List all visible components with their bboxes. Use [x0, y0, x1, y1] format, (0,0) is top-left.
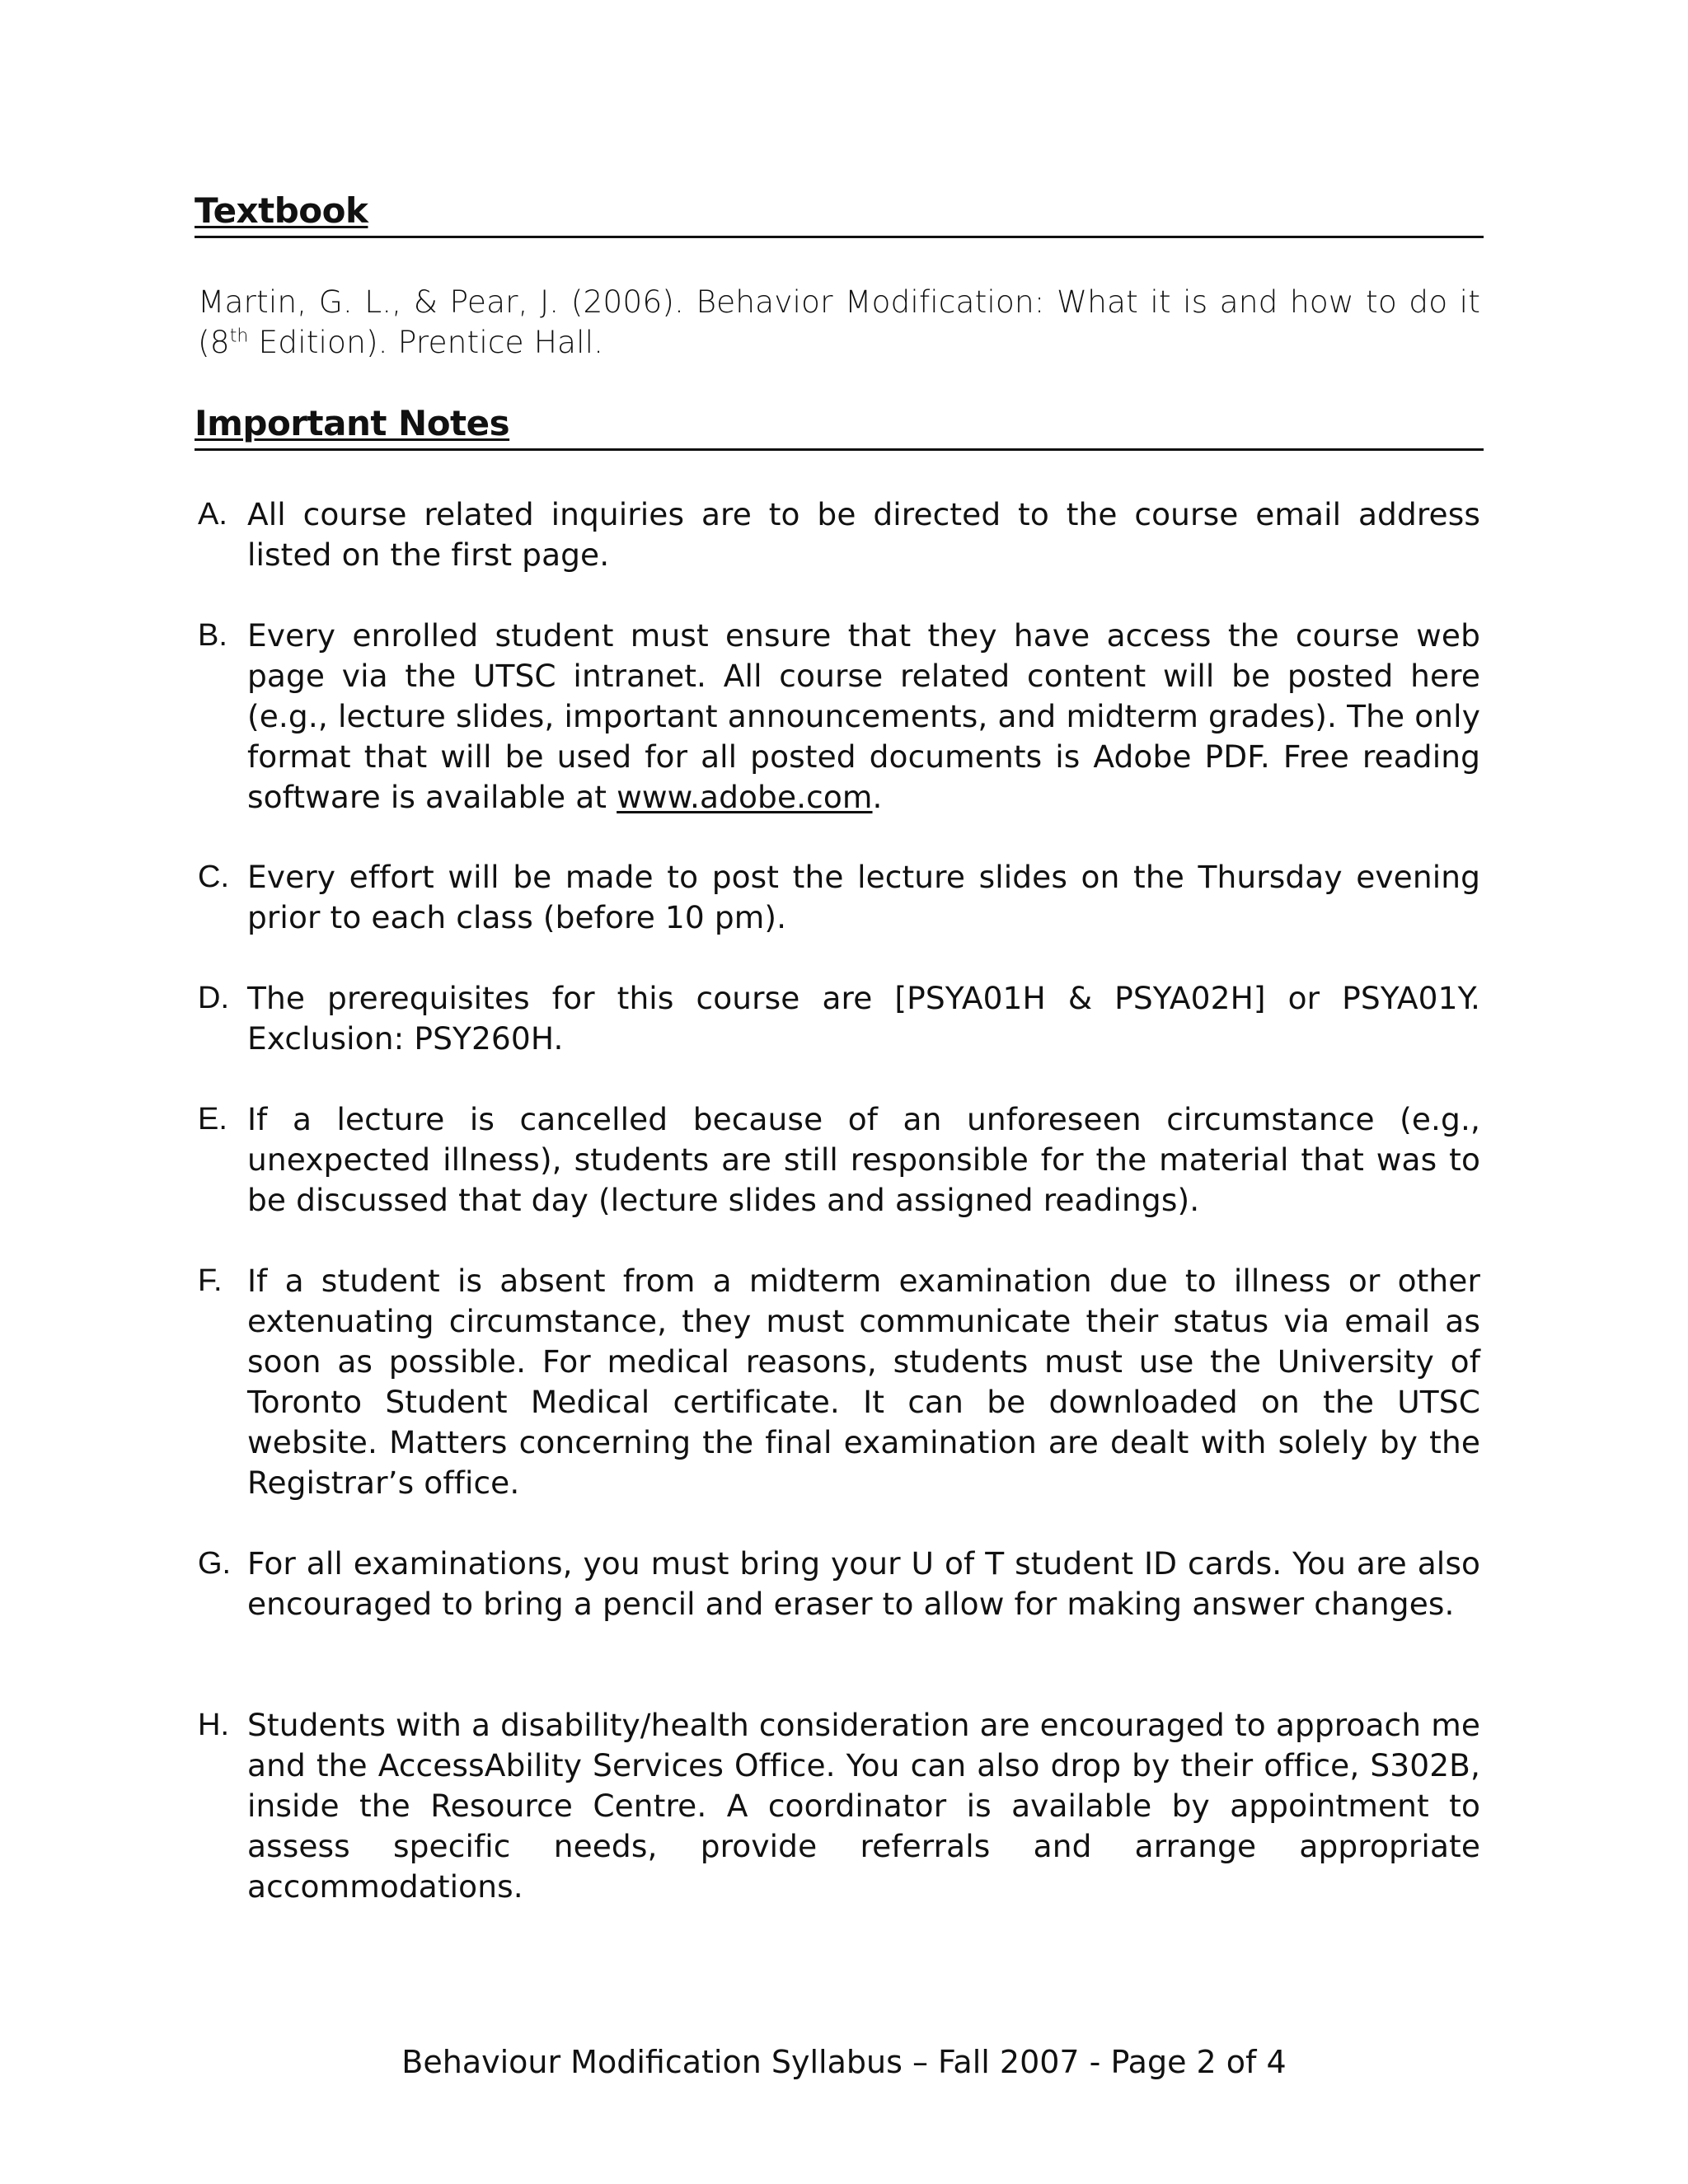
- note-text: The prerequisites for this course are [PSYA01H & PSYA02H] or PSYA01Y. Exclusion: PSY260H.: [247, 980, 1480, 1057]
- note-item-d: [198, 978, 1480, 1059]
- textbook-heading: [195, 190, 1484, 238]
- note-text-tail: .: [872, 779, 883, 815]
- important-notes-heading: [195, 402, 1484, 451]
- note-text-body: Every enrolled student must ensure that they have access the course web page via the UTSC intranet. All course related content will be posted here (e.g., lecture slides, important announcements, and midterm grades). The only format that will be used for all posted documents is Adobe PDF. Free reading software is available at: [247, 617, 1480, 815]
- textbook-heading-text: Textbook: [195, 190, 368, 231]
- note-letter: F.: [198, 1263, 223, 1298]
- page-footer: Behaviour Modification Syllabus – Fall 2007 - Page 2 of 4: [401, 2044, 1287, 2080]
- note-text: If a lecture is cancelled because of an unforeseen circumstance (e.g., unexpected illness), students are still responsible for the material that was to be discussed that day (lecture slides and assigned readings).: [247, 1101, 1480, 1218]
- note-letter: C.: [198, 860, 229, 894]
- note-letter: E.: [198, 1102, 227, 1137]
- note-letter: A.: [198, 497, 227, 532]
- note-letter: B.: [198, 618, 227, 653]
- note-text: Every effort will be made to post the lecture slides on the Thursday evening prior to each class (before 10 pm).: [247, 859, 1480, 935]
- note-letter: D.: [198, 981, 229, 1015]
- citation-tail: Edition). Prentice Hall.: [248, 324, 604, 360]
- note-item-e: [198, 1099, 1480, 1221]
- citation-main: Martin, G. L., & Pear, J. (2006). Behavior Modification: What it is and how to do it (8: [198, 284, 1480, 360]
- note-item-a: [198, 494, 1480, 575]
- textbook-citation: [198, 282, 1480, 363]
- note-text: For all examinations, you must bring your U of T student ID cards. You are also encouraged to bring a pencil and eraser to allow for making answer changes.: [247, 1545, 1480, 1622]
- note-text: All course related inquiries are to be directed to the course email address listed on the first page.: [247, 496, 1480, 573]
- note-item-h: [198, 1705, 1480, 1907]
- note-item-g: [198, 1544, 1480, 1624]
- note-item-f: [198, 1261, 1480, 1503]
- citation-superscript: th: [229, 326, 249, 347]
- note-text: Students with a disability/health consideration are encouraged to approach me and the AccessAbility Services Office. You can also drop by their office, S302B, inside the Resource Centre. A coordinator is available by appointment to assess specific needs, provide referrals and arrange appropriate accommodations.: [247, 1707, 1480, 1905]
- note-item-b: [198, 616, 1480, 818]
- note-text: If a student is absent from a midterm examination due to illness or other extenuating circumstance, they must communicate their status via email as soon as possible. For medical reasons, students must use the University of Toronto Student Medical certificate. It can be downloaded on the UTSC website. Matters concerning the final examination are dealt with solely by the Registrar’s office.: [247, 1263, 1480, 1501]
- adobe-link[interactable]: www.adobe.com: [617, 779, 873, 815]
- note-item-c: [198, 857, 1480, 938]
- note-letter: H.: [198, 1708, 229, 1742]
- note-letter: G.: [198, 1546, 232, 1581]
- note-text: [247, 616, 1480, 818]
- important-notes-heading-text: Important Notes: [195, 403, 510, 443]
